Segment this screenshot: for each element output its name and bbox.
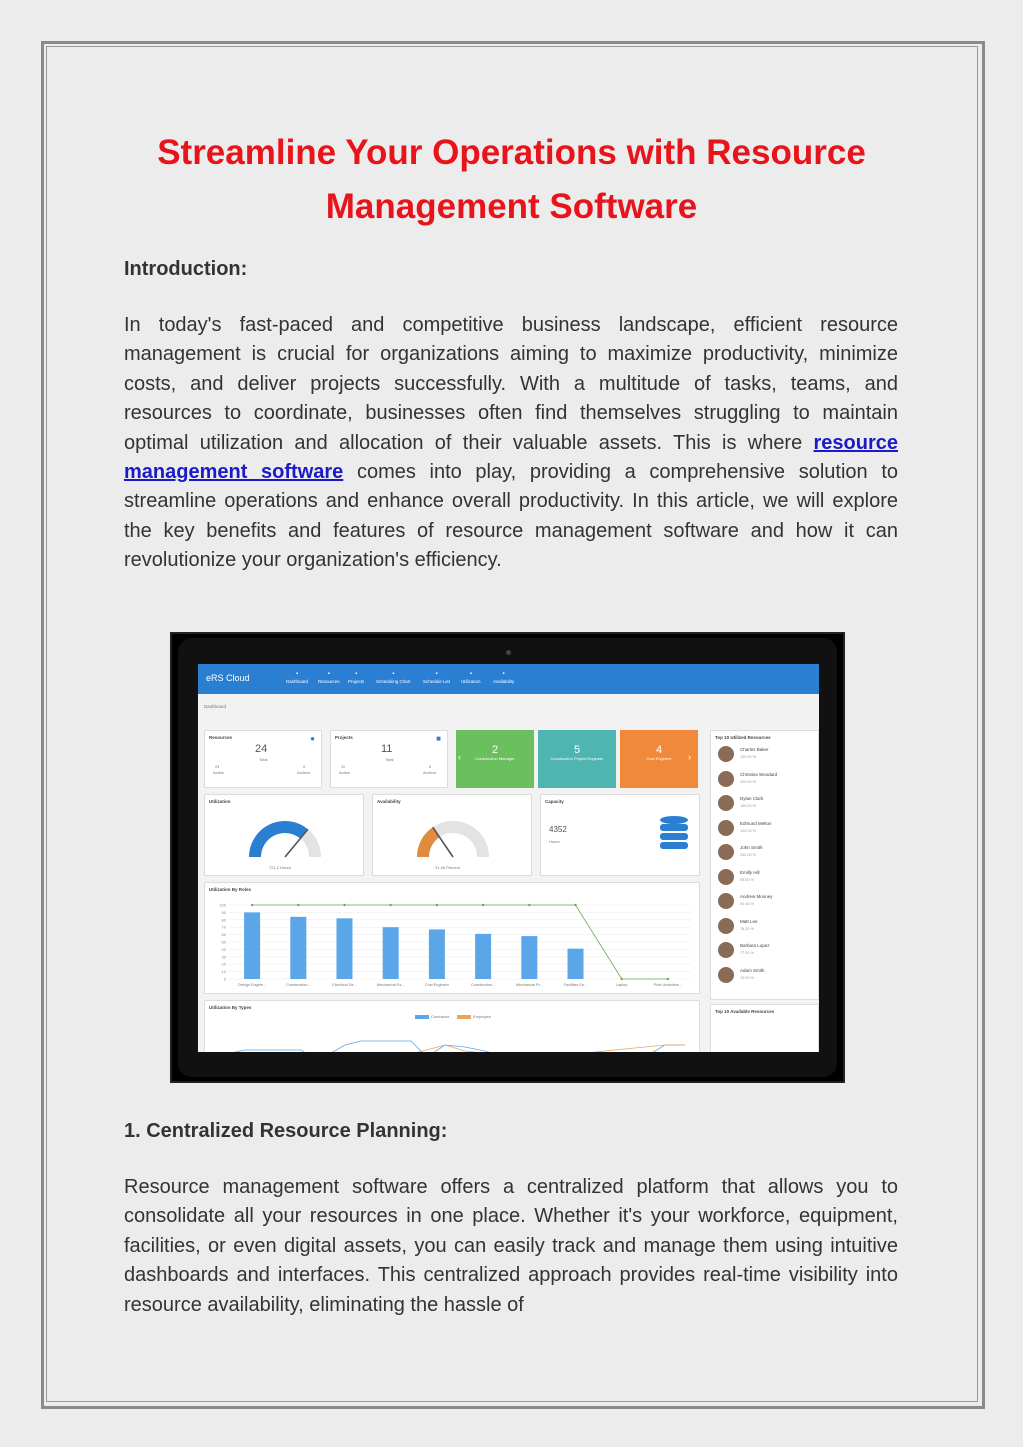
user-icon: ● xyxy=(310,734,315,743)
resource-name: Charles Baker xyxy=(740,747,769,752)
x-tick-label: Pole Underline... xyxy=(653,983,682,987)
line-point xyxy=(667,978,669,980)
line-point xyxy=(343,904,345,906)
x-tick-label: Electrical De... xyxy=(332,983,357,987)
avatar xyxy=(718,795,734,811)
utilization-value: 721.2 Hours xyxy=(269,865,291,870)
availability-value: 31.46 Percent xyxy=(435,865,460,870)
top-utilized-title: Top 10 Utilized Resources xyxy=(715,735,771,740)
x-tick-label: Laptop xyxy=(615,983,628,987)
avatar xyxy=(718,746,734,762)
avatar xyxy=(718,771,734,787)
y-tick-label: 80 xyxy=(221,917,226,923)
avatar xyxy=(718,942,734,958)
nav-item[interactable] xyxy=(461,671,481,684)
resource-percent: 77.30 % xyxy=(740,951,754,955)
utilization-card-title: Utilization xyxy=(209,799,231,804)
legend-employee: Employee xyxy=(473,1014,491,1019)
utilized-resource-item[interactable] xyxy=(718,916,818,938)
resource-percent: 100.00 % xyxy=(740,755,757,759)
nav-label: Availability xyxy=(493,679,515,684)
role-tile-label: Construction Manager xyxy=(475,756,515,761)
role-tile-count: 4 xyxy=(655,744,663,756)
avatar xyxy=(718,844,734,860)
nav-item[interactable] xyxy=(348,671,364,684)
legend-contractor: Contractor xyxy=(431,1014,450,1019)
resources-card-title: Resources xyxy=(209,735,233,740)
utilized-resource-item[interactable] xyxy=(718,891,818,913)
capacity-card-title: Capacity xyxy=(545,799,564,804)
nav-label: Projects xyxy=(348,679,365,684)
x-tick-label: Construction... xyxy=(286,983,311,987)
app-topbar xyxy=(198,664,819,694)
nav-label: Resources xyxy=(318,679,340,684)
y-tick-label: 50 xyxy=(221,939,226,945)
section-1-paragraph: Resource management software offers a centralized platform that allows you to consolidate all your resources in one place. Whether it's your workforce, equipment, facilities, or even digital assets, you can easily track and manage them using intuitive dashboards and interfaces. This centralized approach provides real-time visibility into resource availability, eliminating the hassle of xyxy=(124,1176,898,1316)
role-tile-label: Construction Project Engineer xyxy=(550,756,604,761)
resource-name: Andrew Mooney xyxy=(740,894,773,899)
bar xyxy=(337,918,353,979)
resource-percent: 100.00 % xyxy=(740,853,757,857)
roles-chart-card xyxy=(204,882,700,994)
role-tile-label: Cost Engineer xyxy=(646,756,672,761)
y-tick-label: 70 xyxy=(221,924,226,930)
utilized-resource-item[interactable] xyxy=(718,842,818,864)
title-line-1: Streamline Your Operations with Resource xyxy=(157,133,866,172)
avatar xyxy=(718,893,734,909)
laptop-camera xyxy=(506,650,511,655)
utilized-resource-item[interactable] xyxy=(718,793,818,815)
resource-name: Emilly Hill xyxy=(740,869,760,875)
roles-chart-title: Utilization By Roles xyxy=(209,887,252,892)
projects-card-title: Projects xyxy=(335,735,353,740)
resources-total-label: Total xyxy=(259,757,268,762)
y-tick-label: 0 xyxy=(223,976,226,982)
y-tick-label: 30 xyxy=(221,954,226,960)
resource-percent: 70.00 % xyxy=(740,975,754,980)
y-tick-label: 90 xyxy=(221,909,226,915)
line-point xyxy=(482,904,484,906)
intro-text-after: comes into play, providing a comprehensive solution to streamline operations and enhance overall productivity. In this article, we will explore the key benefits and features of resource management software and how it can revolutionize your organization's efficiency. xyxy=(124,461,898,572)
resource-percent: 78.20 % xyxy=(740,926,754,931)
database-icon xyxy=(659,815,689,851)
resource-name: John Smith xyxy=(740,845,763,850)
line-point xyxy=(297,904,299,906)
y-tick-label: 40 xyxy=(221,946,226,952)
nav-item[interactable] xyxy=(376,671,411,684)
types-chart-title: Utilization By Types xyxy=(209,1005,252,1010)
y-tick-label: 60 xyxy=(221,932,226,938)
capacity-card xyxy=(540,794,700,876)
resource-name: Dylan Clark xyxy=(740,796,764,801)
y-tick-label: 100 xyxy=(219,902,226,908)
projects-active-label: Active xyxy=(339,770,350,775)
resource-name: Edmund Melton xyxy=(740,820,772,826)
projects-total-label: Total xyxy=(385,757,394,762)
resources-card xyxy=(204,730,322,788)
x-tick-label: Facilities En... xyxy=(563,983,588,987)
resource-name: Matt Lee xyxy=(740,918,758,924)
top-available-panel xyxy=(710,1004,819,1052)
roles-bar-chart xyxy=(205,883,701,995)
employee-line xyxy=(335,1045,685,1052)
y-tick-label: 10 xyxy=(221,969,226,975)
nav-icon: ▪ xyxy=(392,671,395,677)
top-available-title: Top 10 Available Resources xyxy=(715,1009,775,1014)
app-brand: eRS Cloud xyxy=(206,673,250,683)
line-point xyxy=(390,904,392,906)
y-tick-label: 20 xyxy=(221,961,226,967)
nav-item[interactable] xyxy=(286,671,308,684)
resource-percent: 100.00 % xyxy=(740,828,757,833)
projects-active: 11 xyxy=(341,764,346,769)
types-line-chart xyxy=(205,1001,701,1052)
bar xyxy=(383,927,399,979)
bar xyxy=(521,936,537,979)
bar xyxy=(290,917,306,979)
nav-icon: ▪ xyxy=(355,671,358,677)
resources-active-label: Active xyxy=(213,770,224,775)
utilized-resource-item[interactable] xyxy=(718,769,818,791)
resource-name: Barbara Lopez xyxy=(740,943,770,948)
laptop-screen xyxy=(198,664,819,1052)
x-tick-label: Mechanical Es... xyxy=(376,983,405,987)
nav-icon: ▪ xyxy=(327,671,330,677)
avatar xyxy=(718,820,734,836)
resources-total: 24 xyxy=(255,743,268,755)
line-point xyxy=(251,904,253,906)
utilized-resource-item[interactable] xyxy=(718,940,818,962)
line-point xyxy=(621,978,623,980)
role-tile-count: 5 xyxy=(573,744,581,756)
bar xyxy=(475,934,491,979)
line-point xyxy=(574,904,576,906)
dashboard-screenshot-image xyxy=(170,632,845,1083)
nav-icon: ▪ xyxy=(469,671,472,677)
utilized-resource-item[interactable] xyxy=(718,818,818,840)
resource-percent: 95.00 % xyxy=(740,877,754,882)
title-line-2: Management Software xyxy=(325,187,698,226)
carousel-next-icon[interactable]: › xyxy=(688,752,691,762)
resource-name: Adam Smith xyxy=(740,967,765,973)
x-tick-label: Cost Engineer xyxy=(424,983,449,987)
projects-card xyxy=(330,730,448,788)
resources-active: 24 xyxy=(215,764,220,769)
line-point xyxy=(528,904,530,906)
intro-paragraph xyxy=(124,311,898,576)
nav-icon: ▪ xyxy=(502,671,505,677)
projects-archive-label: Archive xyxy=(423,770,437,775)
line-point xyxy=(436,904,438,906)
role-tile[interactable] xyxy=(538,730,616,788)
nav-item[interactable] xyxy=(493,671,514,684)
nav-label: Dashboard xyxy=(286,679,309,684)
nav-label: Schedule List xyxy=(423,679,451,684)
avatar xyxy=(718,967,734,983)
resources-archive-label: Archive xyxy=(297,770,311,775)
availability-card xyxy=(372,794,532,876)
resource-name: Christina Woodard xyxy=(740,771,778,777)
nav-item[interactable] xyxy=(318,671,340,684)
intro-text-before: In today's fast-paced and competitive business landscape, efficient resource management is crucial for organizations aiming to maximize productivity, minimize costs, and deliver projects successfully. With a multitude of tasks, teams, and resources to coordinate, businesses often find themselves struggling to maintain optimal utilization and allocation of their valuable assets. This is where xyxy=(124,314,898,454)
availability-card-title: Availability xyxy=(377,799,401,804)
avatar xyxy=(718,918,734,934)
utilization-card xyxy=(204,794,364,876)
section-1-heading: 1. Centralized Resource Planning: xyxy=(124,1120,448,1142)
nav-item[interactable] xyxy=(423,671,450,684)
projects-archive: 0 xyxy=(429,764,432,769)
nav-icon: ▪ xyxy=(295,671,299,677)
x-tick-label: Construction... xyxy=(470,983,496,987)
utilized-resource-item[interactable] xyxy=(718,744,818,766)
role-tile-count: 2 xyxy=(491,744,499,756)
contractor-line xyxy=(231,1041,685,1052)
capacity-value: 4352 xyxy=(549,825,567,834)
role-tile[interactable] xyxy=(456,730,534,788)
bar xyxy=(244,912,260,979)
nav-icon: ▪ xyxy=(435,671,438,677)
bar xyxy=(568,949,584,979)
document-icon: ■ xyxy=(436,734,441,743)
types-chart-card xyxy=(204,1000,700,1052)
page-title xyxy=(100,126,923,234)
utilized-resource-item[interactable] xyxy=(718,965,818,987)
resource-percent: 90.46 % xyxy=(740,902,754,906)
nav-label: Utilization xyxy=(461,679,481,684)
projects-total: 11 xyxy=(381,743,393,755)
capacity-unit: Hours xyxy=(549,839,560,844)
gauge-fill xyxy=(423,832,436,857)
resource-percent: 100.00 % xyxy=(740,779,757,784)
resource-management-software-link[interactable]: resource management software xyxy=(124,431,898,484)
avatar xyxy=(718,869,734,885)
role-tile[interactable] xyxy=(620,730,698,788)
carousel-prev-icon[interactable]: ‹ xyxy=(458,752,461,762)
app-breadcrumb: Dashboard xyxy=(204,704,227,709)
nav-label: Scheduling Chart xyxy=(376,679,411,684)
intro-heading: Introduction: xyxy=(124,258,248,280)
x-tick-label: Design Engine... xyxy=(238,983,267,987)
resources-archive: 0 xyxy=(303,764,306,769)
utilized-resource-item[interactable] xyxy=(718,867,818,889)
resource-percent: 100.00 % xyxy=(740,804,757,808)
x-tick-label: Mechanical Pr... xyxy=(515,983,543,987)
bar xyxy=(429,929,445,979)
